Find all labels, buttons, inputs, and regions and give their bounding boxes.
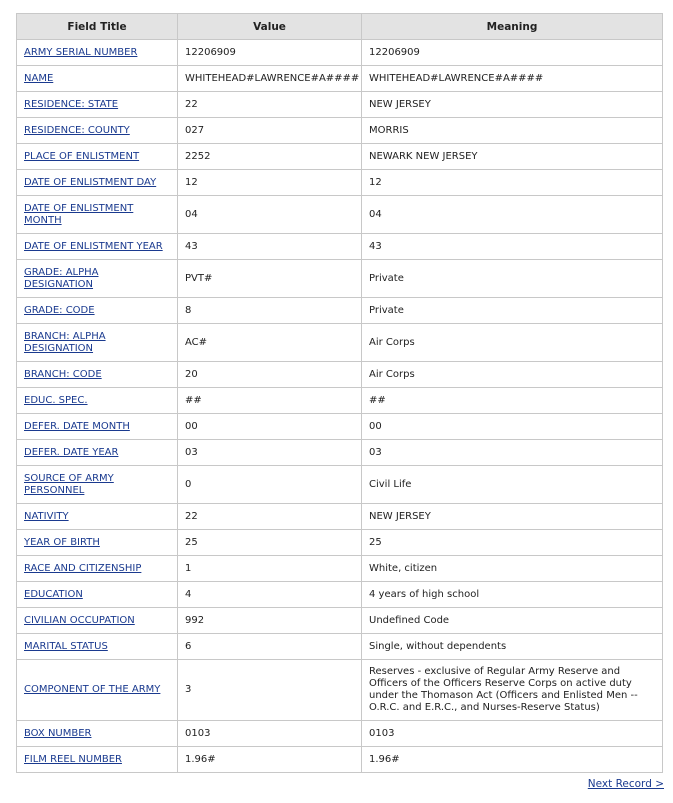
table-row xyxy=(17,66,663,92)
field-link-grade-alpha-designation[interactable]: GRADE: ALPHA DESIGNATION xyxy=(24,266,99,290)
value-cell: 4 xyxy=(178,582,362,608)
field-cell xyxy=(17,234,178,260)
header-field-title: Field Title xyxy=(17,14,178,40)
table-row xyxy=(17,660,663,721)
value-cell: 43 xyxy=(178,234,362,260)
field-cell xyxy=(17,634,178,660)
table-row xyxy=(17,608,663,634)
table-row xyxy=(17,466,663,504)
table-row xyxy=(17,362,663,388)
meaning-cell: NEWARK NEW JERSEY xyxy=(362,144,663,170)
value-cell: 00 xyxy=(178,414,362,440)
table-row xyxy=(17,388,663,414)
field-link-educ-spec[interactable]: EDUC. SPEC. xyxy=(24,394,88,406)
value-cell: PVT# xyxy=(178,260,362,298)
header-value: Value xyxy=(178,14,362,40)
meaning-cell: Single, without dependents xyxy=(362,634,663,660)
field-cell xyxy=(17,608,178,634)
field-cell xyxy=(17,440,178,466)
field-link-date-of-enlistment-month[interactable]: DATE OF ENLISTMENT MONTH xyxy=(24,202,134,226)
value-cell: 03 xyxy=(178,440,362,466)
field-cell xyxy=(17,260,178,298)
meaning-cell: NEW JERSEY xyxy=(362,504,663,530)
meaning-cell: 0103 xyxy=(362,721,663,747)
field-cell xyxy=(17,170,178,196)
meaning-cell: 12 xyxy=(362,170,663,196)
value-cell: 25 xyxy=(178,530,362,556)
meaning-cell: 12206909 xyxy=(362,40,663,66)
value-cell: 22 xyxy=(178,504,362,530)
field-cell xyxy=(17,92,178,118)
meaning-cell: 4 years of high school xyxy=(362,582,663,608)
table-row xyxy=(17,582,663,608)
table-row xyxy=(17,504,663,530)
value-cell: 20 xyxy=(178,362,362,388)
table-row xyxy=(17,170,663,196)
field-link-name[interactable]: NAME xyxy=(24,72,54,84)
value-cell: 027 xyxy=(178,118,362,144)
value-cell: 1 xyxy=(178,556,362,582)
field-cell xyxy=(17,556,178,582)
meaning-cell: ## xyxy=(362,388,663,414)
value-cell: 22 xyxy=(178,92,362,118)
table-row xyxy=(17,118,663,144)
field-cell xyxy=(17,40,178,66)
meaning-cell: 25 xyxy=(362,530,663,556)
field-cell xyxy=(17,660,178,721)
field-cell xyxy=(17,66,178,92)
value-cell: 3 xyxy=(178,660,362,721)
meaning-cell: Air Corps xyxy=(362,362,663,388)
field-cell xyxy=(17,196,178,234)
field-link-grade-code[interactable]: GRADE: CODE xyxy=(24,304,95,316)
value-cell: ## xyxy=(178,388,362,414)
field-link-film-reel-number[interactable]: FILM REEL NUMBER xyxy=(24,753,122,765)
field-link-date-of-enlistment-day[interactable]: DATE OF ENLISTMENT DAY xyxy=(24,176,157,188)
table-row xyxy=(17,414,663,440)
value-cell: 992 xyxy=(178,608,362,634)
header-row xyxy=(17,14,663,40)
field-cell xyxy=(17,362,178,388)
table-row xyxy=(17,530,663,556)
table-row xyxy=(17,234,663,260)
field-cell xyxy=(17,414,178,440)
meaning-cell: White, citizen xyxy=(362,556,663,582)
field-link-residence-state[interactable]: RESIDENCE: STATE xyxy=(24,98,119,110)
value-cell: 8 xyxy=(178,298,362,324)
header-meaning: Meaning xyxy=(362,14,663,40)
field-link-year-of-birth[interactable]: YEAR OF BIRTH xyxy=(24,536,100,548)
field-cell xyxy=(17,388,178,414)
table-row xyxy=(17,144,663,170)
field-cell xyxy=(17,324,178,362)
next-record-link[interactable]: Next Record > xyxy=(587,778,664,790)
value-cell: 6 xyxy=(178,634,362,660)
value-cell: WHITEHEAD#LAWRENCE#A#### xyxy=(178,66,362,92)
field-link-component-of-the-army[interactable]: COMPONENT OF THE ARMY xyxy=(24,684,161,695)
field-cell xyxy=(17,466,178,504)
field-link-education[interactable]: EDUCATION xyxy=(24,588,83,600)
value-cell: 0103 xyxy=(178,721,362,747)
table-row xyxy=(17,260,663,298)
field-link-army-serial-number[interactable]: ARMY SERIAL NUMBER xyxy=(24,46,138,58)
meaning-cell: 43 xyxy=(362,234,663,260)
value-cell: 12 xyxy=(178,170,362,196)
table-row xyxy=(17,440,663,466)
field-cell xyxy=(17,504,178,530)
meaning-cell: WHITEHEAD#LAWRENCE#A#### xyxy=(362,66,663,92)
meaning-cell: 1.96# xyxy=(362,747,663,773)
field-link-branch-code[interactable]: BRANCH: CODE xyxy=(24,368,102,380)
meaning-cell: MORRIS xyxy=(362,118,663,144)
record-table xyxy=(16,13,663,773)
value-cell: 2252 xyxy=(178,144,362,170)
field-cell xyxy=(17,530,178,556)
meaning-cell: 04 xyxy=(362,196,663,234)
field-link-defer-date-month[interactable]: DEFER. DATE MONTH xyxy=(24,420,130,432)
field-link-nativity[interactable]: NATIVITY xyxy=(24,510,69,522)
field-cell xyxy=(17,721,178,747)
meaning-cell: Reserves - exclusive of Regular Army Reserve and Officers of the Officers Reserve Corps on active duty under the Thomason Act (Officers and Enlisted Men -- O.R.C. and E.R.C., and Nurses-Reserve Status) xyxy=(362,660,663,721)
table-row xyxy=(17,324,663,362)
field-link-residence-county[interactable]: RESIDENCE: COUNTY xyxy=(24,124,130,136)
meaning-cell: 00 xyxy=(362,414,663,440)
field-link-marital-status[interactable]: MARITAL STATUS xyxy=(24,640,108,652)
meaning-cell: Air Corps xyxy=(362,324,663,362)
value-cell: 12206909 xyxy=(178,40,362,66)
value-cell: AC# xyxy=(178,324,362,362)
table-row xyxy=(17,40,663,66)
table-row xyxy=(17,634,663,660)
value-cell: 04 xyxy=(178,196,362,234)
field-link-box-number[interactable]: BOX NUMBER xyxy=(24,727,92,739)
table-row xyxy=(17,196,663,234)
field-link-civilian-occupation[interactable]: CIVILIAN OCCUPATION xyxy=(24,614,135,626)
table-row xyxy=(17,298,663,324)
table-row xyxy=(17,556,663,582)
value-cell: 1.96# xyxy=(178,747,362,773)
field-link-source-of-army-personnel[interactable]: SOURCE OF ARMY PERSONNEL xyxy=(24,472,114,496)
field-link-date-of-enlistment-year[interactable]: DATE OF ENLISTMENT YEAR xyxy=(24,240,163,252)
field-cell xyxy=(17,582,178,608)
field-link-branch-alpha-designation[interactable]: BRANCH: ALPHA DESIGNATION xyxy=(24,330,106,354)
field-link-defer-date-year[interactable]: DEFER. DATE YEAR xyxy=(24,446,119,458)
value-cell: 0 xyxy=(178,466,362,504)
field-cell xyxy=(17,298,178,324)
field-cell xyxy=(17,144,178,170)
meaning-cell: NEW JERSEY xyxy=(362,92,663,118)
meaning-cell: 03 xyxy=(362,440,663,466)
field-link-place-of-enlistment[interactable]: PLACE OF ENLISTMENT xyxy=(24,150,140,162)
table-row xyxy=(17,721,663,747)
meaning-cell: Private xyxy=(362,298,663,324)
table-row xyxy=(17,747,663,773)
field-link-race-and-citizenship[interactable]: RACE AND CITIZENSHIP xyxy=(24,562,142,574)
table-row xyxy=(17,92,663,118)
field-cell xyxy=(17,118,178,144)
meaning-cell: Civil Life xyxy=(362,466,663,504)
field-cell xyxy=(17,747,178,773)
meaning-cell: Undefined Code xyxy=(362,608,663,634)
meaning-cell: Private xyxy=(362,260,663,298)
